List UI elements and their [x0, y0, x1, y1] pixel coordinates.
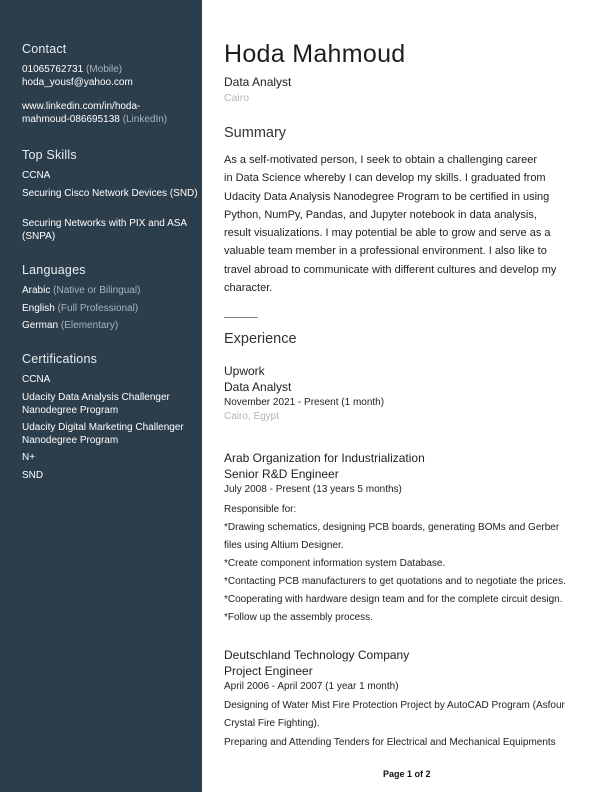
languages-heading: Languages: [22, 263, 86, 277]
summary-heading: Summary: [224, 125, 287, 141]
summary-line: Python, NumPy, Pandas, and Jupyter notebook in data analysis,: [224, 208, 537, 221]
language-level: (Elementary): [60, 320, 119, 331]
job-desc-line: Responsible for:: [224, 504, 297, 515]
job-dates: April 2006 - April 2007 (1 year 1 month): [224, 681, 399, 692]
job-desc-line: *Create component information system Database.: [224, 558, 446, 569]
job-role: Data Analyst: [224, 380, 292, 394]
contact-email[interactable]: hoda_yousf@yahoo.com: [22, 77, 133, 88]
job-title: Data Analyst: [224, 75, 292, 89]
certifications-heading: Certifications: [22, 352, 98, 366]
phone-note: (Mobile): [85, 64, 123, 75]
job-desc-line: *Follow up the assembly process.: [224, 612, 373, 623]
skill-item: CCNA: [22, 170, 51, 181]
summary-line: As a self-motivated person, I seek to obtain a challenging career: [224, 154, 538, 166]
certification-item: N+: [22, 452, 36, 463]
job-role: Project Engineer: [224, 664, 313, 678]
summary-line: in Data Science whereby I can develop my skills. I graduated from: [224, 172, 546, 185]
job-dates: July 2008 - Present (13 years 5 months): [224, 484, 402, 495]
job-role: Senior R&D Engineer: [224, 467, 339, 481]
experience-heading: Experience: [224, 331, 297, 347]
linkedin-url-line1[interactable]: www.linkedin.com/in/hoda-: [22, 101, 141, 112]
contact-heading: Contact: [22, 42, 67, 56]
summary-line: character.: [224, 282, 273, 295]
summary-line: travel abroad to communicate with different cultures and develop my: [224, 263, 557, 276]
job-desc-line: Preparing and Attending Tenders for Electrical and Mechanical Equipments: [224, 737, 556, 748]
language-name: Arabic: [22, 285, 51, 296]
job-desc-line: Designing of Water Mist Fire Protection Project by AutoCAD Program (Asfour: [224, 700, 565, 711]
certification-item: Udacity Digital Marketing Challenger Nanodegree Program: [22, 422, 184, 446]
section-divider: [224, 317, 258, 318]
job-company: Upwork: [224, 364, 265, 378]
top-skills-heading: Top Skills: [22, 148, 77, 162]
job-desc-line: *Cooperating with hardware design team and for the complete circuit design.: [224, 594, 563, 605]
language-name: German: [22, 320, 59, 331]
linkedin-url-line2[interactable]: mahmoud-086695138: [22, 114, 120, 125]
contact-linkedin[interactable]: [22, 100, 198, 126]
summary-line: Udacity Data Analysis Nanodegree Program to be certified in using: [224, 190, 550, 203]
linkedin-note: (LinkedIn): [122, 114, 168, 125]
job-company: Arab Organization for Industrialization: [224, 451, 425, 465]
skill-item: Securing Cisco Network Devices (SND): [22, 188, 198, 199]
job-desc-line: files using Altium Designer.: [224, 540, 344, 551]
job-desc-line: *Drawing schematics, designing PCB boards, generating BOMs and Gerber: [224, 522, 560, 533]
language-level: (Full Professional): [57, 303, 139, 314]
language-name: English: [22, 303, 55, 314]
job-desc-line: Crystal Fire Fighting).: [224, 718, 320, 729]
job-location: Cairo, Egypt: [224, 411, 280, 422]
language-level: (Native or Bilingual): [53, 285, 141, 296]
summary-text: [224, 151, 590, 297]
job-company: Deutschland Technology Company: [224, 648, 410, 662]
page-number: Page 1 of 2: [383, 769, 431, 779]
skill-item: Securing Networks with PIX and ASA (SNPA): [22, 218, 187, 242]
phone-number: 01065762731: [22, 64, 84, 75]
contact-phone: [22, 63, 198, 76]
language-item: [22, 284, 198, 297]
certification-item: SND: [22, 470, 44, 481]
certification-item: CCNA: [22, 374, 51, 385]
location: Cairo: [224, 92, 250, 104]
certification-item: Udacity Data Analysis Challenger Nanodegree Program: [22, 392, 170, 416]
language-item: [22, 319, 198, 332]
job-dates: November 2021 - Present (1 month): [224, 397, 385, 408]
job-desc-line: *Contacting PCB manufacturers to get quotations and to negotiate the prices.: [224, 576, 566, 587]
sidebar: [0, 0, 202, 792]
person-name: Hoda Mahmoud: [224, 40, 406, 68]
language-item: [22, 302, 198, 315]
summary-line: valuable team member in a professional environment. I also like to: [224, 245, 547, 258]
summary-line: result visualizations. I may potential be able to grow and serve as a: [224, 227, 551, 240]
